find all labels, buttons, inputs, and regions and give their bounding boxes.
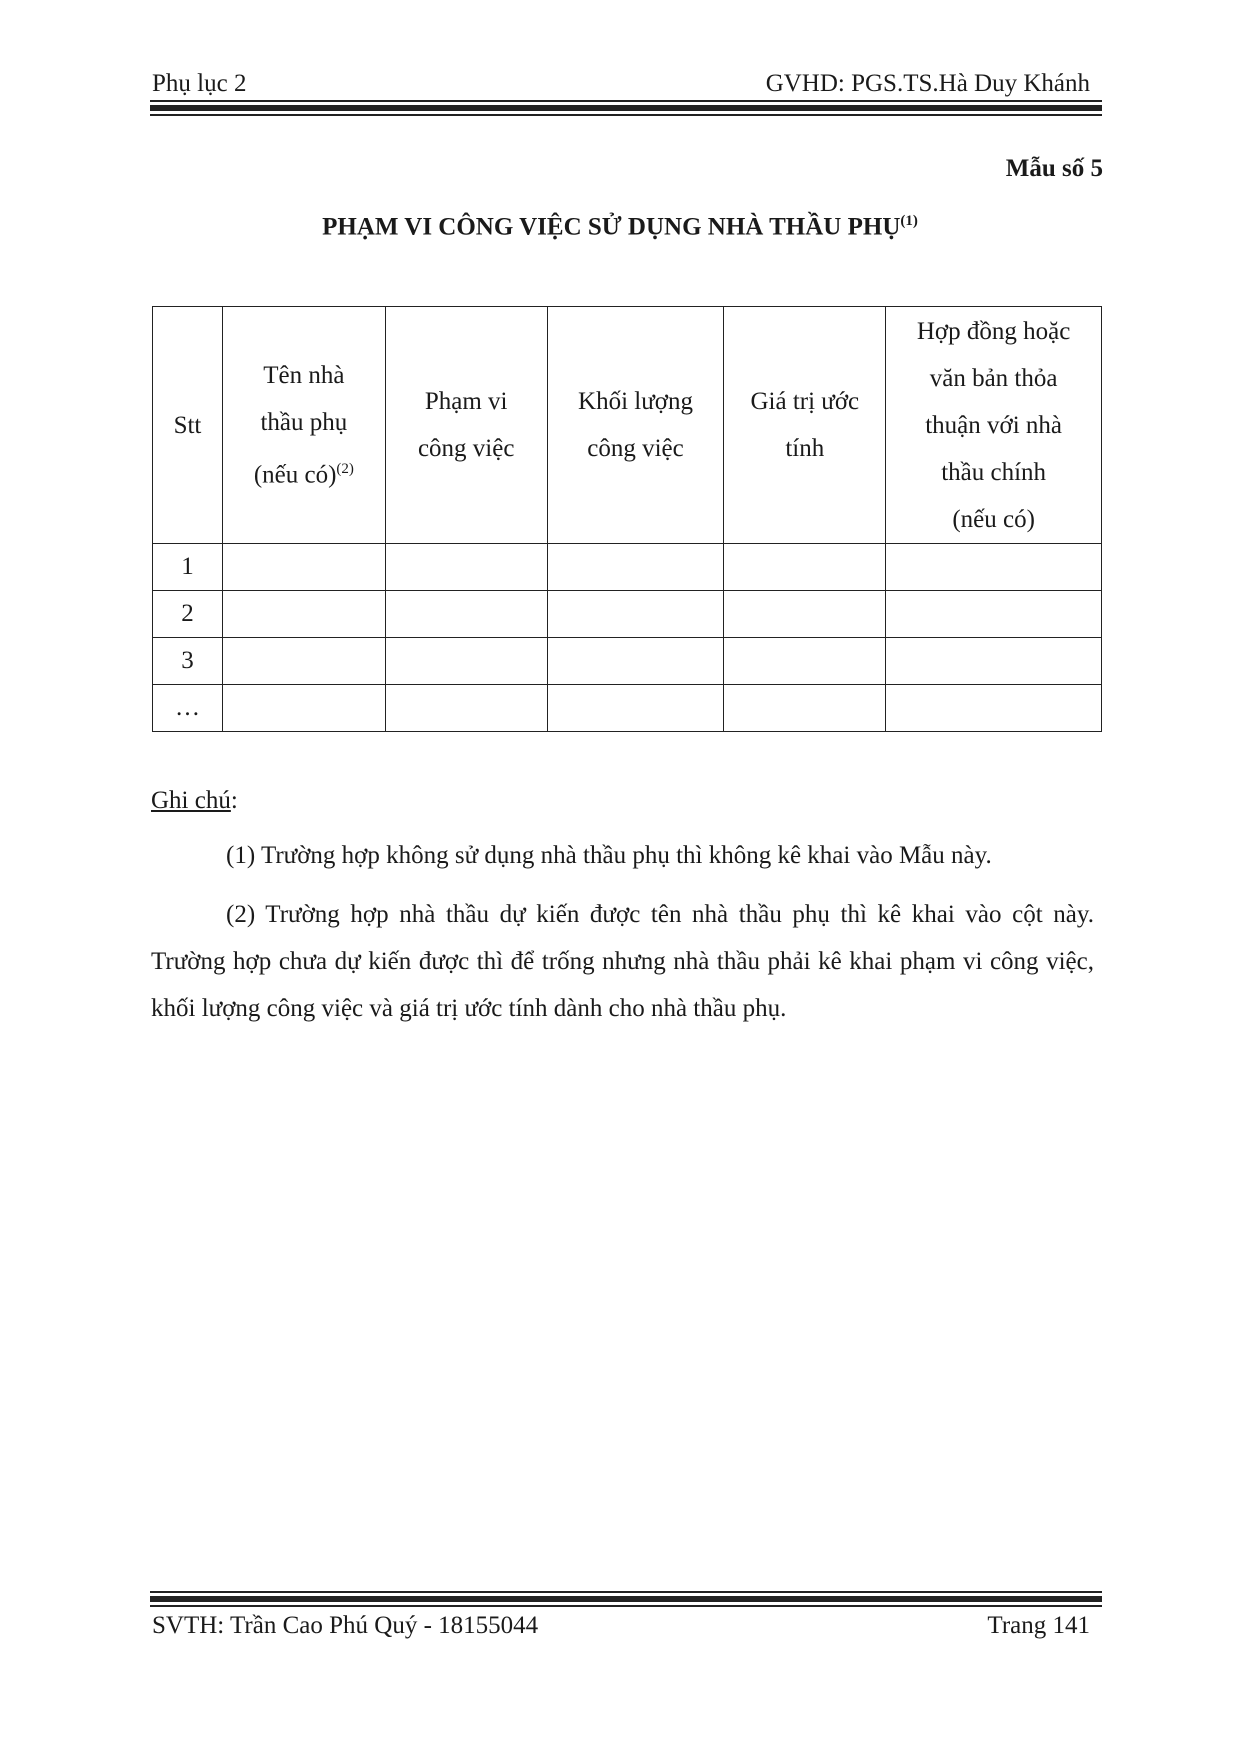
footer-divider — [150, 1591, 1102, 1607]
table-row — [153, 638, 1102, 685]
table-cell — [385, 544, 547, 591]
column-header-line: thầu chính — [941, 458, 1047, 486]
column-header-line: Khối lượng — [578, 388, 693, 415]
table-cell — [886, 544, 1102, 591]
table-cell — [222, 544, 385, 591]
table-row — [153, 544, 1102, 591]
column-header-line: Stt — [173, 411, 202, 439]
column-header-line: Hợp đồng hoặc — [916, 317, 1071, 345]
table-cell: 3 — [153, 638, 223, 685]
table-cell — [222, 591, 385, 638]
column-header-line: tính — [785, 435, 825, 462]
table-cell — [222, 685, 385, 732]
header-appendix: Phụ lục 2 — [152, 70, 247, 97]
table-cell: 2 — [153, 591, 223, 638]
table-cell — [724, 685, 886, 732]
table-cell: 1 — [153, 544, 223, 591]
column-header-line: công việc — [587, 435, 684, 462]
note-2 — [151, 891, 1094, 1032]
column-header-line: thầu phụ — [260, 408, 348, 436]
header-divider — [150, 100, 1102, 116]
table-body — [153, 544, 1102, 732]
column-header-line: Giá trị ước — [750, 388, 860, 415]
column-header — [222, 307, 385, 544]
column-header-line: công việc — [417, 435, 515, 462]
column-header — [153, 307, 223, 544]
column-header-line: (nếu có) — [952, 505, 1035, 533]
table-cell — [886, 685, 1102, 732]
table-cell — [724, 544, 886, 591]
column-header-line: Tên nhà — [263, 361, 345, 389]
notes-label-text: Ghi chú — [151, 787, 231, 814]
table-cell — [547, 685, 724, 732]
table-cell — [385, 685, 547, 732]
note-1-text: (1) Trường hợp không sử dụng nhà thầu phụ thì không kê khai vào Mẫu này. — [226, 842, 992, 869]
page-title — [0, 213, 1240, 241]
table-row — [153, 685, 1102, 732]
column-header — [547, 307, 724, 544]
table-cell: … — [153, 685, 223, 732]
footer-student: SVTH: Trần Cao Phú Quý - 18155044 — [152, 1612, 539, 1639]
table-cell — [724, 638, 886, 685]
column-header — [385, 307, 547, 544]
notes-label-colon: : — [230, 787, 238, 814]
column-header-line: (nếu có) — [253, 461, 337, 489]
page-title-text: PHẠM VI CÔNG VIỆC SỬ DỤNG NHÀ THẦU PHỤ — [322, 213, 901, 241]
column-header — [724, 307, 886, 544]
column-header-line: thuận với nhà — [925, 411, 1063, 439]
table-cell — [724, 591, 886, 638]
note-2-text: (2) Trường hợp nhà thầu dự kiến được tên nhà thầu phụ thì kê khai vào cột này. Trường hợp chưa dự kiến được thì để trống nhưng nhà thầu phải kê khai phạm vi công việc, khối lượng công việc và giá trị ước tính dành cho nhà thầu phụ. — [151, 901, 1094, 1022]
page-title-footnote: (1) — [900, 213, 918, 229]
footer-page-number: Trang 141 — [987, 1612, 1090, 1639]
column-header — [886, 307, 1102, 544]
header-supervisor: GVHD: PGS.TS.Hà Duy Khánh — [765, 70, 1090, 97]
form-code: Mẫu số 5 — [1005, 155, 1103, 182]
table-header-row — [153, 307, 1102, 544]
note-1 — [151, 832, 1094, 879]
notes-label — [151, 787, 238, 815]
table-cell — [385, 591, 547, 638]
column-header-line: Phạm vi — [424, 388, 508, 415]
table-cell — [222, 638, 385, 685]
table-cell — [547, 638, 724, 685]
subcontractor-table — [152, 306, 1102, 732]
table-cell — [385, 638, 547, 685]
table-cell — [547, 544, 724, 591]
table-cell — [547, 591, 724, 638]
table-cell — [886, 638, 1102, 685]
table-row — [153, 591, 1102, 638]
table-cell — [886, 591, 1102, 638]
column-header-footnote: (2) — [336, 460, 354, 477]
column-header-line: văn bản thỏa — [929, 364, 1058, 392]
